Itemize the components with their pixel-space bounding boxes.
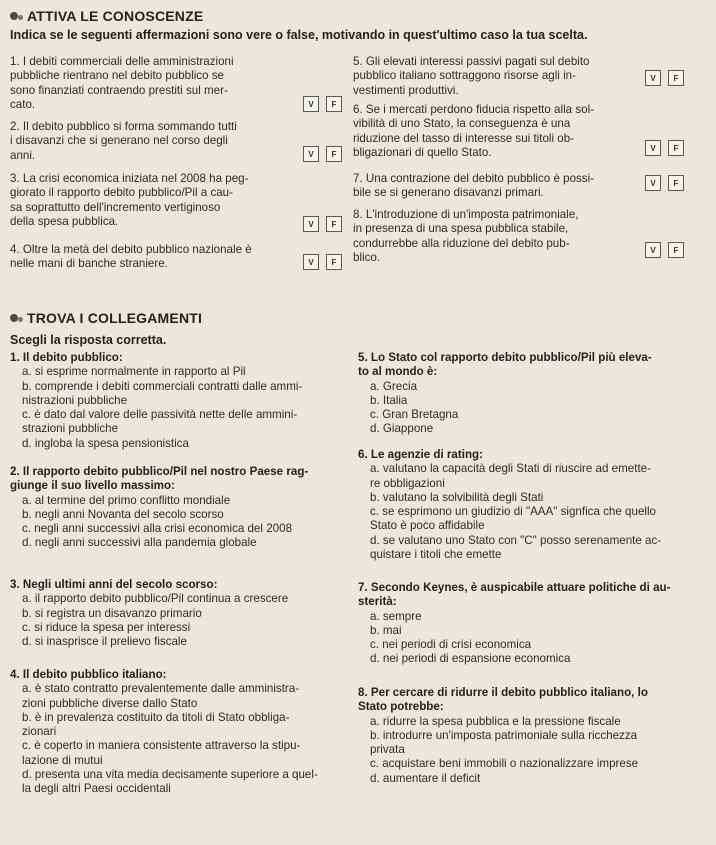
tf-answer-5 [645,70,684,86]
answer-option[interactable]: a. Grecia [370,379,418,393]
answer-option[interactable]: d. ingloba la spesa pensionistica [22,436,189,450]
tf-statement-7: 7. Una contrazione del debito pubblico è possi- bile se si generano disavanzi primari. [353,172,595,200]
answer-option[interactable]: d. aumentare il deficit [370,771,481,785]
tf-statement-4: 4. Oltre la metà del debito pubblico nazionale è nelle mani di banche straniere. [10,243,252,271]
quiz-question-3: 3. Negli ultimi anni del secolo scorso: a. il rapporto debito pubblico/Pil continua a crescere b. si registra un disavanzo primario c. si riduce la spesa per interessi d. si inasprisce il prelievo fiscale [10,578,355,649]
section-instruction: Scegli la risposta corretta. [10,333,167,347]
answer-option[interactable]: d. presenta una vita media decisamente superiore a quel- la degli altri Paesi occidentali [22,767,318,795]
answer-option[interactable]: b. si registra un disavanzo primario [22,606,202,620]
bullet-icon [10,313,24,323]
quiz-question-1: 1. Il debito pubblico: a. si esprime normalmente in rapporto al Pil b. comprende i debiti commerciali contratti dalle ammi- nistrazioni pubbliche c. è dato dal valore delle passività nette delle ammini- strazioni pubbliche d. ingloba la spesa pensionistica [10,351,350,451]
answer-option[interactable]: c. negli anni successivi alla crisi economica del 2008 [22,522,293,535]
true-checkbox[interactable]: V [645,70,661,86]
false-checkbox[interactable]: F [668,140,684,156]
answer-option[interactable]: a. al termine del primo conflitto mondiale [22,493,231,507]
answer-option[interactable]: b. valutano la solvibilità degli Stati [370,490,544,504]
answer-option[interactable]: a. è stato contratto prevalentemente dalle amministra- zioni pubbliche diverse dallo Stato [22,682,300,710]
answer-option[interactable]: c. è coperto in maniera consistente attraverso la stipu- lazione di mutui [22,739,301,767]
section-title-attiva: ATTIVA LE CONOSCENZE [10,8,203,24]
answer-option[interactable]: b. introdurre un'imposta patrimoniale sulla ricchezza privata [370,728,638,756]
answer-option[interactable]: d. si inasprisce il prelievo fiscale [22,635,187,648]
tf-statement-5: 5. Gli elevati interessi passivi pagati sul debito pubblico italiano sottraggono risorse agli in- vestimenti produttivi. [353,55,590,97]
true-checkbox[interactable]: V [303,254,319,270]
tf-answer-3 [303,216,342,232]
answer-option[interactable]: a. valutano la capacità degli Stati di riuscire ad emette- re obbligazioni [370,462,651,490]
answer-option[interactable]: b. Italia [370,393,408,407]
bullet-icon [10,11,24,21]
tf-answer-4 [303,254,342,270]
true-checkbox[interactable]: V [303,146,319,162]
answer-option[interactable]: b. mai [370,623,402,637]
quiz-question-2: 2. Il rapporto debito pubblico/Pil nel nostro Paese rag- giunge il suo livello massimo: a. al termine del primo conflitto mondiale b. negli anni Novanta del secolo scorso c. negli anni successivi alla crisi economica del 2008 d. negli anni successivi alla pandemia globale [10,465,355,551]
tf-answer-8 [645,242,684,258]
tf-statement-6: 6. Se i mercati perdono fiducia rispetto alla sol- vibilità di uno Stato, la conseguenza è una riduzione del tasso di interesse sui titoli ob- bligazionari di quello Stato. [353,103,595,159]
answer-option[interactable]: d. se valutano uno Stato con "C" posso serenamente ac- quistare i titoli che emette [370,533,662,561]
false-checkbox[interactable]: F [326,146,342,162]
answer-option[interactable]: a. il rapporto debito pubblico/Pil continua a crescere [22,592,289,606]
answer-option[interactable]: a. sempre [370,609,422,623]
quiz-question-6: 6. Le agenzie di rating: a. valutano la capacità degli Stati di riuscire ad emette- re obbligazioni b. valutano la solvibilità degli Stati c. se esprimono un giudizio di "AAA" signfica che quello Stato è poco affidabile d. se valutano uno Stato con "C" posso serenamente ac- quistare i titoli che emette [358,448,710,562]
true-checkbox[interactable]: V [303,96,319,112]
answer-option[interactable]: d. Giappone [370,422,434,436]
quiz-question-8: 8. Per cercare di ridurre il debito pubblico italiano, lo Stato potrebbe: a. ridurre la spesa pubblica e la pressione fiscale b. introdurre un'imposta patrimoniale sulla ricchezza privata c. acquistare beni immobili o nazionalizzare imprese d. aumentare il deficit [358,686,710,786]
false-checkbox[interactable]: F [668,242,684,258]
answer-option[interactable]: b. comprende i debiti commerciali contratti dalle ammi- nistrazioni pubbliche [22,379,303,407]
tf-statement-1: 1. I debiti commerciali delle amministrazioni pubbliche rientrano nel debito pubblico se sono finanziati contraendo prestiti sul mer- cato. [10,55,234,111]
tf-answer-1 [303,96,342,112]
true-checkbox[interactable]: V [645,175,661,191]
section-instruction: Indica se le seguenti affermazioni sono vere o false, motivando in quest'ultimo caso la tua scelta. [10,28,588,42]
answer-option[interactable]: a. si esprime normalmente in rapporto al Pil [22,365,246,379]
quiz-question-7: 7. Secondo Keynes, è auspicabile attuare politiche di au- sterità: a. sempre b. mai c. nei periodi di crisi economica d. nei periodi di espansione economica [358,581,710,667]
false-checkbox[interactable]: F [326,216,342,232]
answer-option[interactable]: a. ridurre la spesa pubblica e la pressione fiscale [370,714,621,728]
quiz-question-4: 4. Il debito pubblico italiano: a. è stato contratto prevalentemente dalle amministra- zioni pubbliche diverse dallo Stato b. è in prevalenza costituito da titoli di Stato obbliga- zionari c. è coperto in maniera consistente attraverso la stipu- lazione di mutui d. presenta una vita media decisamente superiore a quel- la degli altri Paesi occidentali [10,668,355,796]
answer-option[interactable]: c. si riduce la spesa per interessi [22,620,191,634]
true-checkbox[interactable]: V [645,242,661,258]
tf-statement-2: 2. Il debito pubblico si forma sommando tutti i disavanzi che si generano nel corso degli anni. [10,120,237,162]
answer-option[interactable]: c. acquistare beni immobili o nazionalizzare imprese [370,757,639,771]
answer-option[interactable]: b. negli anni Novanta del secolo scorso [22,507,224,521]
answer-option[interactable]: d. negli anni successivi alla pandemia globale [22,536,257,550]
tf-answer-6 [645,140,684,156]
tf-answer-7 [645,175,684,191]
tf-statement-8: 8. L'introduzione di un'imposta patrimoniale, in presenza di una spesa pubblica stabile, condurrebbe alla riduzione del debito pub- blico. [353,208,579,264]
answer-option[interactable]: c. è dato dal valore delle passività nette delle ammini- strazioni pubbliche [22,408,298,436]
tf-answer-2 [303,146,342,162]
false-checkbox[interactable]: F [326,96,342,112]
section-title-collegamenti: TROVA I COLLEGAMENTI [10,310,202,326]
answer-option[interactable]: d. nei periodi di espansione economica [370,652,571,666]
false-checkbox[interactable]: F [668,70,684,86]
tf-statement-3: 3. La crisi economica iniziata nel 2008 ha peg- giorato il rapporto debito pubblico/Pil a cau- sa soprattutto dell'incremento vertiginoso della spesa pubblica. [10,172,249,228]
quiz-question-5: 5. Lo Stato col rapporto debito pubblico/Pil più eleva- to al mondo è: a. Grecia b. Italia c. Gran Bretagna d. Giappone [358,351,708,437]
answer-option[interactable]: c. se esprimono un giudizio di "AAA" signfica che quello Stato è poco affidabile [370,505,656,533]
answer-option[interactable]: b. è in prevalenza costituito da titoli di Stato obbliga- zionari [22,710,290,738]
true-checkbox[interactable]: V [303,216,319,232]
false-checkbox[interactable]: F [668,175,684,191]
answer-option[interactable]: c. Gran Bretagna [370,408,459,421]
answer-option[interactable]: c. nei periodi di crisi economica [370,638,532,651]
true-checkbox[interactable]: V [645,140,661,156]
false-checkbox[interactable]: F [326,254,342,270]
